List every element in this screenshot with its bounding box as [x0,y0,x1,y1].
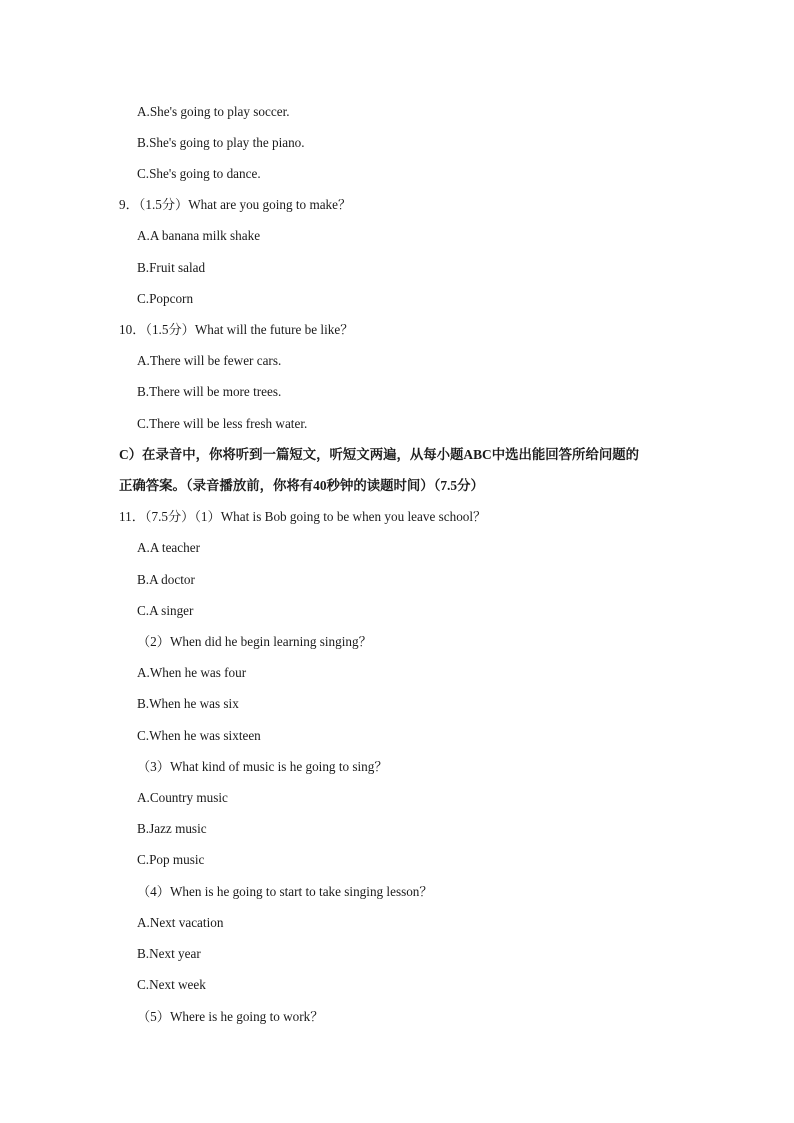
q11-1-option-a: A.A teacher [137,540,200,555]
q8-option-a: A.She's going to play soccer. [137,104,290,119]
section-c-instruction-line2: 正确答案。（录音播放前，你将有40秒钟的读题时间）（7.5分） [119,478,484,493]
q11-4-option-a: A.Next vacation [137,915,224,930]
q10-option-c: C.There will be less fresh water. [137,416,308,431]
q11-4-option-c: C.Next week [137,977,206,992]
q11-3-option-c: C.Pop music [137,852,205,867]
q9-option-a: A.A banana milk shake [137,228,261,243]
q11-1-option-c: C.A singer [137,603,194,618]
section-c-instruction-line1: C）在录音中，你将听到一篇短文，听短文两遍，从每小题ABC中选出能回答所给问题的 [119,447,640,462]
question-11-part-3: （3）What kind of music is he going to sing？ [137,759,388,774]
q8-option-b: B.She's going to play the piano. [137,135,305,150]
q11-1-option-b: B.A doctor [137,572,195,587]
q9-option-b: B.Fruit salad [137,260,206,275]
q11-4-option-b: B.Next year [137,946,201,961]
q11-3-option-a: A.Country music [137,790,228,805]
question-11-part-5: （5）Where is he going to work？ [137,1009,324,1024]
question-11-part-2: （2）When did he begin learning singing？ [137,634,372,649]
question-10: 10．（1.5分）What will the future be like？ [119,322,354,337]
q11-2-option-b: B.When he was six [137,696,239,711]
q9-option-c: C.Popcorn [137,291,194,306]
q8-option-c: C.She's going to dance. [137,166,261,181]
question-9: 9．（1.5分）What are you going to make？ [119,197,352,212]
q11-2-option-c: C.When he was sixteen [137,728,261,743]
q11-2-option-a: A.When he was four [137,665,247,680]
q10-option-a: A.There will be fewer cars. [137,353,282,368]
question-11-part-4: （4）When is he going to start to take singing lesson？ [137,884,433,899]
q11-3-option-b: B.Jazz music [137,821,207,836]
question-11-part-1: 11．（7.5分）（1）What is Bob going to be when you leave school？ [119,509,487,524]
q10-option-b: B.There will be more trees. [137,384,282,399]
